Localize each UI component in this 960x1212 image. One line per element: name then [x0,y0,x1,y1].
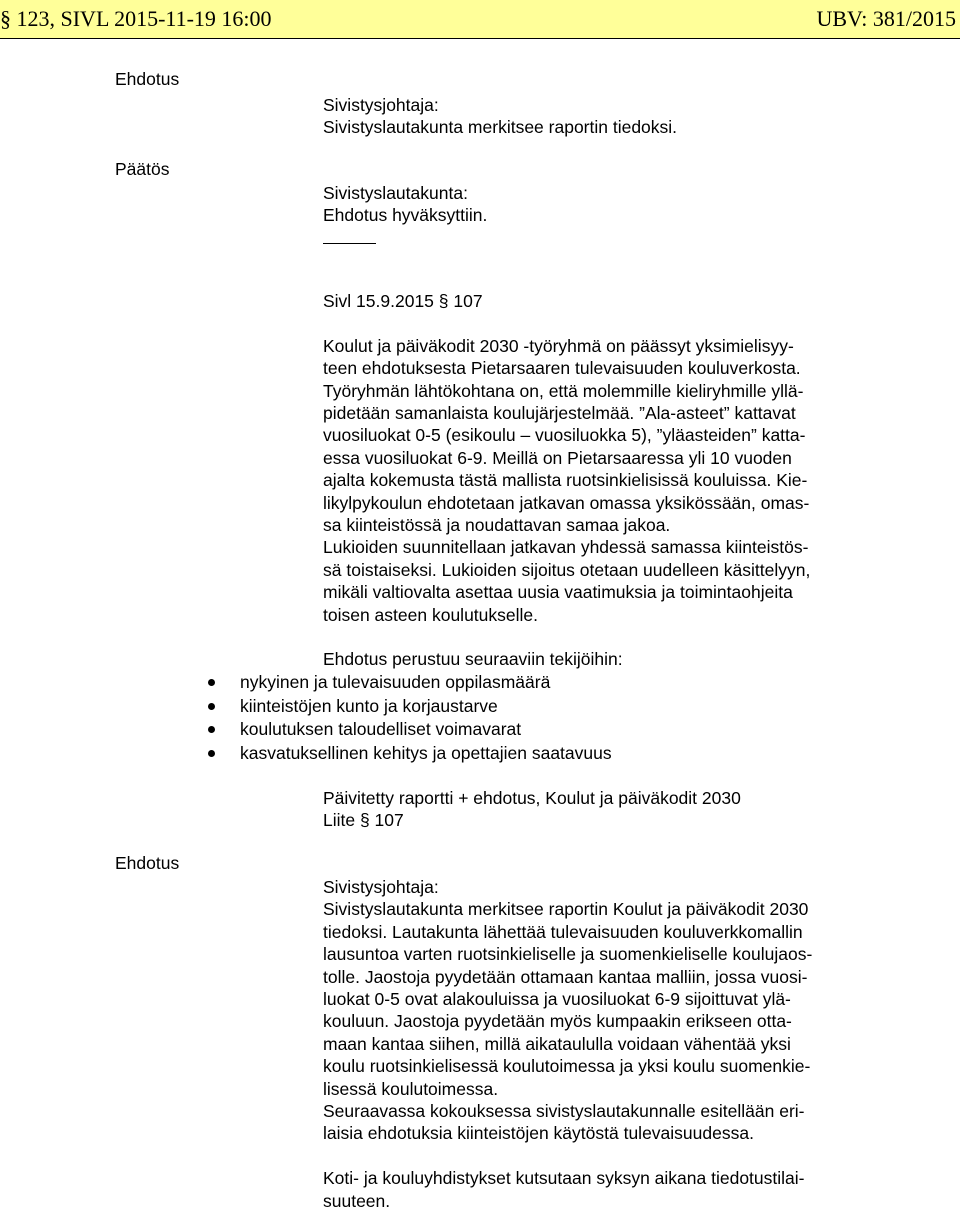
attachment-title: Päivitetty raportti + ehdotus, Koulut ja päiväkodit 2030 [323,788,741,808]
history-line: sä toistaiseksi. Lukioiden sijoitus otetaan uudelleen käsittelyyn, [323,559,811,580]
bullet-icon [208,726,215,733]
proposal-line: Seuraavassa kokouksessa sivistyslautakunnalle esitellään eri- [323,1101,805,1122]
attachment-block [323,787,741,832]
bullet-icon [208,750,215,757]
history-reference: Sivl 15.9.2015 § 107 [323,291,483,311]
proposal-line: kouluun. Jaostoja pyydetään myös kumpaakin erikseen otta- [323,1011,792,1032]
history-line: teen ehdotuksesta Pietarsaaren tulevaisuuden kouluverkosta. [323,358,801,379]
proposal-line: tolle. Jaostoja pyydetään ottamaan kantaa malliin, jossa vuosi- [323,966,808,987]
section-divider [323,243,376,244]
proposal-line: Sivistyslautakunta merkitsee raportin Koulut ja päiväkodit 2030 [323,899,809,920]
factors-list [206,671,612,765]
history-line: Koulut ja päiväkodit 2030 -työryhmä on päässyt yksimielisyy- [323,335,794,356]
history-line: Työryhmän lähtökohtana on, että molemmille kieliryhmille yllä- [323,380,804,401]
proposal-line: lausuntoa varten ruotsinkieliselle ja suomenkieliselle koulujaos- [323,944,813,965]
closing-line: suuteen. [323,1190,391,1211]
bullet-icon [208,703,215,710]
proposal-text: Sivistyslautakunta merkitsee raportin tiedoksi. [323,117,678,138]
header-section-ref: § 123, SIVL 2015-11-19 16:00 [0,6,272,31]
history-line: ajalta kokemusta tästä mallista ruotsinkielisissä kouluissa. Kie- [323,470,808,491]
proposal-line: tiedoksi. Lautakunta lähettää tulevaisuuden kouluverkkomallin [323,921,803,942]
proposal-line: luokat 0-5 ovat alakouluissa ja vuosiluokat 6-9 sijoittuvat ylä- [323,989,791,1010]
label-ehdotus: Ehdotus [115,69,180,89]
list-item: nykyinen ja tulevaisuuden oppilasmäärä [206,671,612,695]
label-paatos: Päätös [115,159,170,179]
list-item: kasvatuksellinen kehitys ja opettajien saatavuus [206,742,612,766]
history-line: vuosiluokat 0-5 (esikoulu – vuosiluokka 5), ”yläasteiden” katta- [323,425,806,446]
history-line: pidetään samanlaista koulujärjestelmää. ”Ala-asteet” kattavat [323,403,796,424]
list-item: kiinteistöjen kunto ja korjaustarve [206,695,612,719]
proposal-role: Sivistysjohtaja: [323,95,439,115]
list-item: koulutuksen taloudelliset voimavarat [206,718,612,742]
history-line: sa kiinteistössä ja noudattavan samaa jakoa. [323,515,671,536]
proposal-role: Sivistysjohtaja: [323,877,439,897]
history-block [323,290,810,626]
history-line: Lukioiden suunnitellaan jatkavan yhdessä samassa kiinteistös- [323,537,809,558]
decision-role: Sivistyslautakunta: [323,183,468,203]
decision-block [323,182,487,227]
proposal-block [323,94,677,139]
header-case-number: UBV: 381/2015 [816,6,956,31]
history-line: toisen asteen koulutukselle. [323,604,538,625]
closing-line: Koti- ja kouluyhdistykset kutsutaan syksyn aikana tiedotustilai- [323,1168,805,1189]
proposal-line: maan kantaa siihen, millä aikataululla voidaan vähentää yksi [323,1033,791,1054]
history-line: likylpykoulun ehdotetaan jatkavan omassa yksikössään, omas- [323,492,810,513]
bullet-icon [208,679,215,686]
proposal-line: koulu ruotsinkielisessä koulutoimessa ja yksi koulu suomenkie- [323,1056,811,1077]
label-ehdotus: Ehdotus [115,853,180,873]
factors-intro: Ehdotus perustuu seuraaviin tekijöihin: [323,649,623,669]
history-line: essa vuosiluokat 6-9. Meillä on Pietarsaaressa yli 10 vuoden [323,447,792,468]
document-header [0,0,960,39]
proposal-block-2 [323,876,812,1212]
attachment-ref: Liite § 107 [323,810,404,831]
proposal-line: laisia ehdotuksia kiinteistöjen käytöstä tulevaisuudessa. [323,1123,754,1144]
proposal-line: lisessä koulutoimessa. [323,1078,499,1099]
decision-text: Ehdotus hyväksyttiin. [323,205,488,226]
history-line: mikäli valtiovalta asettaa uusia vaatimuksia ja toimintaohjeita [323,582,793,603]
